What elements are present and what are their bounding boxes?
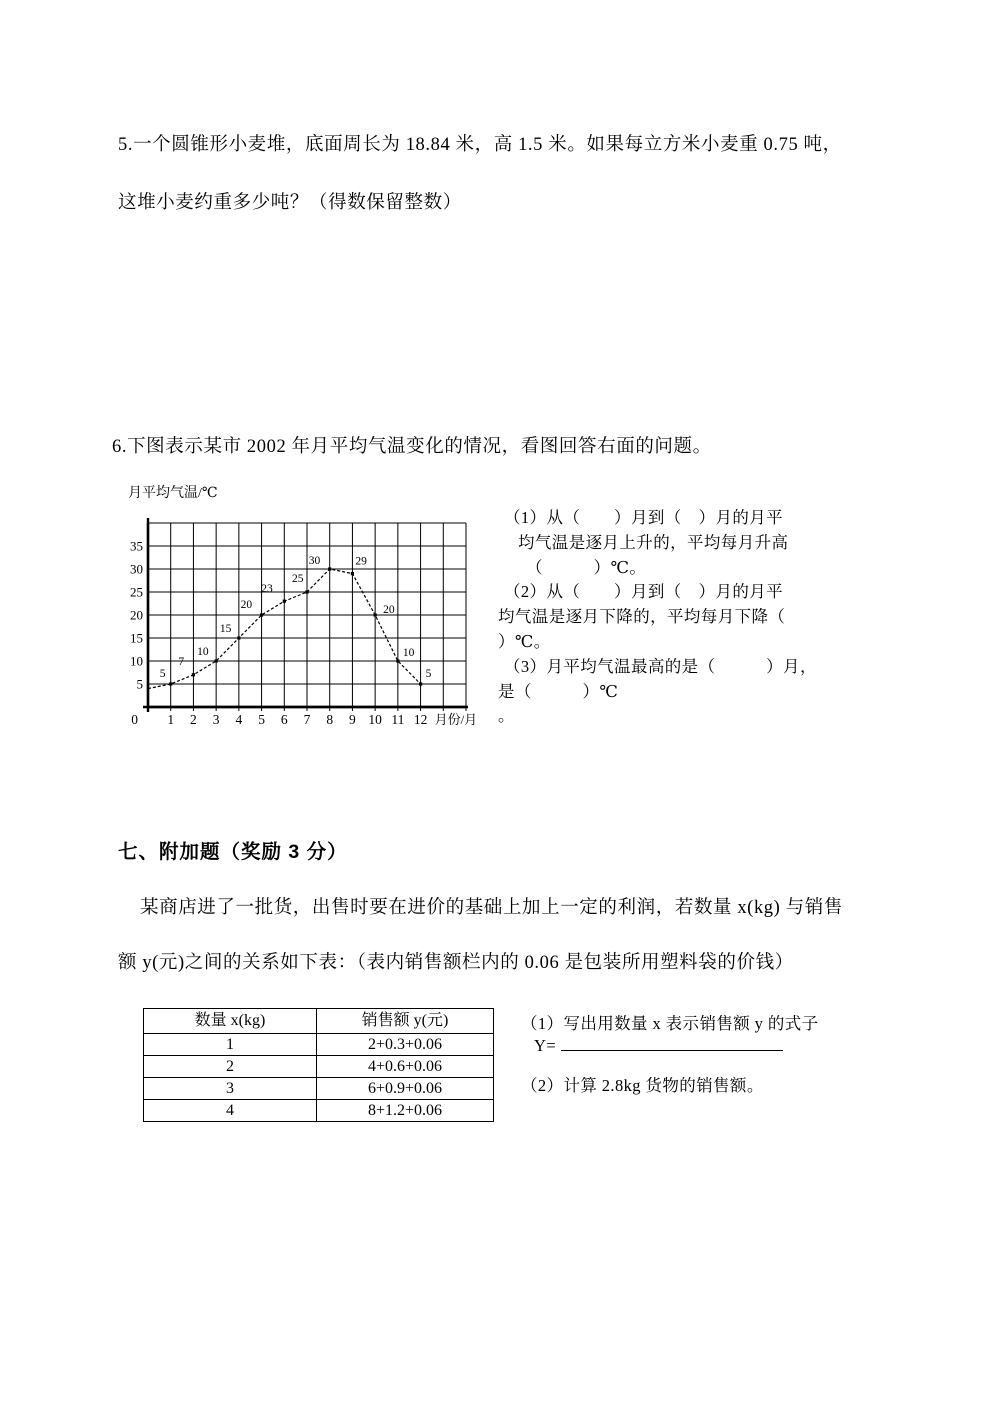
q6-sub-line: 。 (498, 706, 515, 726)
data-point-marker (305, 590, 308, 593)
section7-q1-answer (534, 1036, 783, 1056)
answer-blank-line (561, 1036, 783, 1051)
data-point-label: 5 (425, 668, 432, 680)
table-header-sales: 销售额 y(元) (317, 1009, 494, 1034)
chart-text: 35 (130, 538, 143, 554)
cell-sales: 2+0.3+0.06 (317, 1034, 494, 1056)
chart-text: 0 (131, 712, 138, 727)
cell-sales: 6+0.9+0.06 (317, 1078, 494, 1100)
table-row (144, 1034, 494, 1056)
table-header-row (144, 1009, 494, 1034)
data-point-marker (328, 567, 331, 570)
cell-sales: 8+1.2+0.06 (317, 1100, 494, 1122)
question5-line1: 5.一个圆锥形小麦堆，底面周长为 18.84 米，高 1.5 米。如果每立方米小麦重 0.75 吨， (118, 135, 842, 155)
q6-sub-line: （2）从（ ）月到（ ）月的月平 (504, 582, 784, 602)
q6-sub-line: ）℃。 (498, 631, 551, 651)
table-row (144, 1078, 494, 1100)
q6-sub-line: 均气温是逐月下降的，平均每月下降（ (498, 607, 786, 627)
chart-text: 月平均气温/℃ (128, 486, 218, 501)
data-point-marker (419, 682, 422, 685)
chart-text: 12 (413, 712, 428, 727)
chart-text: 5 (136, 676, 143, 692)
section7-q2: （2）计算 2.8kg 货物的销售额。 (521, 1076, 764, 1095)
question5-line2: 这堆小麦约重多少吨？（得数保留整数） (118, 193, 462, 213)
q6-sub-line: （1）从（ ）月到（ ）月的月平 (504, 508, 784, 527)
chart-text: 月份/月 (434, 712, 478, 727)
chart-text: 2 (190, 712, 197, 727)
table-header-quantity: 数量 x(kg) (144, 1009, 317, 1034)
chart-text: 15 (130, 630, 143, 646)
data-point-label: 10 (197, 646, 209, 658)
data-point-label: 23 (261, 583, 273, 596)
cell-quantity: 3 (144, 1078, 317, 1100)
cell-quantity: 1 (144, 1034, 317, 1056)
chart-text: 25 (130, 584, 143, 600)
data-point-marker (169, 682, 172, 685)
q6-sub-line: （3）月平均气温最高的是（ ）月， (504, 656, 817, 676)
section7-paragraph-line2: 额 y(元)之间的关系如下表：（表内销售额栏内的 0.06 是包装所用塑料袋的价钱） (118, 953, 794, 973)
temperature-line-chart (126, 481, 488, 741)
section7-q1: （1）写出用数量 x 表示销售额 y 的式子 (521, 1014, 819, 1033)
data-point-label: 20 (240, 599, 253, 611)
q6-sub-line: 均气温是逐月上升的，平均每月升高 (518, 532, 789, 552)
data-point-label: 10 (402, 647, 415, 659)
section7-heading: 七、附加题（奖励 3 分） (118, 841, 348, 863)
answer-prefix: Y= (534, 1036, 557, 1055)
chart-text: 1 (167, 712, 175, 727)
chart-text: 4 (235, 712, 243, 727)
question6-intro: 6.下图表示某市 2002 年月平均气温变化的情况，看图回答右面的问题。 (112, 437, 712, 457)
chart-text: 3 (212, 712, 220, 727)
table-row (144, 1100, 494, 1122)
chart-text: 5 (258, 712, 265, 727)
chart-text: 6 (280, 712, 288, 727)
data-point-marker (192, 673, 195, 676)
sales-table (143, 1008, 494, 1122)
chart-text: 30 (130, 561, 143, 577)
chart-text: 7 (303, 712, 311, 727)
cell-quantity: 2 (144, 1056, 317, 1078)
section7-paragraph-line1: 某商店进了一批货，出售时要在进价的基础上加上一定的利润，若数量 x(kg) 与销售 (140, 898, 843, 918)
data-point-label: 5 (159, 668, 166, 680)
cell-quantity: 4 (144, 1100, 317, 1122)
data-point-label: 25 (292, 573, 304, 585)
chart-text: 20 (130, 607, 143, 623)
chart-text: 10 (130, 653, 143, 669)
data-point-label: 15 (219, 623, 232, 635)
data-point-marker (260, 613, 263, 616)
data-point-label: 29 (355, 555, 367, 568)
chart-text: 9 (349, 712, 356, 727)
data-point-label: 20 (383, 604, 395, 616)
chart-text: 11 (391, 712, 405, 727)
chart-text: 10 (368, 712, 382, 727)
cell-sales: 4+0.6+0.06 (317, 1056, 494, 1078)
data-point-label: 7 (178, 655, 185, 668)
chart-text: 8 (326, 712, 334, 727)
q6-sub-line: （ ）℃。 (526, 557, 647, 577)
q6-sub-line: 是（ ）℃ (498, 681, 619, 701)
question6-subquestions (498, 506, 918, 729)
data-point-marker (396, 659, 399, 662)
data-point-marker (215, 659, 218, 662)
data-point-label: 30 (308, 555, 321, 567)
data-point-marker (283, 600, 286, 603)
data-point-marker (374, 613, 377, 616)
table-row (144, 1056, 494, 1078)
data-point-marker (237, 636, 240, 639)
data-point-marker (351, 572, 354, 575)
